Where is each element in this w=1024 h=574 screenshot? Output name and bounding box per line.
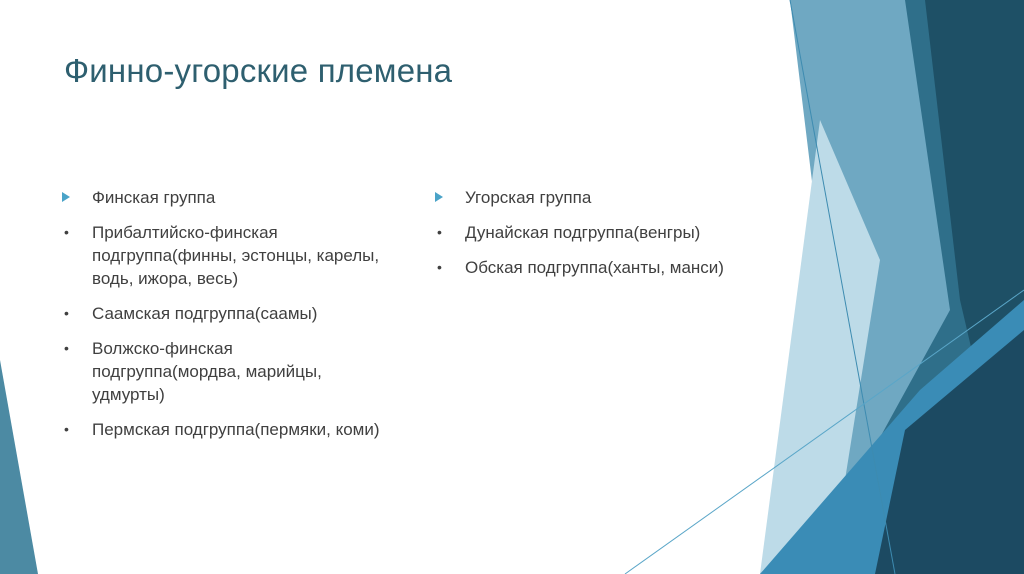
list-item-text: Дунайская подгруппа(венгры) xyxy=(465,223,701,242)
triangle-bullet-icon xyxy=(435,192,443,202)
right-heading-item xyxy=(435,186,775,209)
bullet-dot: • xyxy=(64,224,69,240)
triangle-bullet-icon xyxy=(62,192,70,202)
bullet-dot: • xyxy=(64,421,69,437)
list-item-text: Прибалтийско-финская подгруппа(финны, эстонцы, карелы, водь, ижора, весь) xyxy=(92,223,380,288)
left-column xyxy=(62,186,382,453)
list-item-text: Обская подгруппа(ханты, манси) xyxy=(465,258,724,277)
bullet-dot: • xyxy=(437,224,442,240)
bullet-dot: • xyxy=(64,340,69,356)
list-item xyxy=(435,256,775,279)
list-item xyxy=(62,337,382,406)
list-item-text: Волжско-финская подгруппа(мордва, марийцы, удмурты) xyxy=(92,339,322,404)
list-item xyxy=(62,302,382,325)
list-item xyxy=(62,221,382,290)
left-edge-strip xyxy=(0,360,38,574)
left-heading: Финская группа xyxy=(92,188,216,207)
list-item xyxy=(435,221,775,244)
bullet-dot: • xyxy=(437,259,442,275)
left-heading-item xyxy=(62,186,382,209)
list-item xyxy=(62,418,382,441)
right-column xyxy=(435,186,775,291)
list-item-text: Саамская подгруппа(саамы) xyxy=(92,304,318,323)
right-heading: Угорская группа xyxy=(465,188,592,207)
list-item-text: Пермская подгруппа(пермяки, коми) xyxy=(92,420,380,439)
bullet-dot: • xyxy=(64,305,69,321)
slide-title: Финно-угорские племена xyxy=(64,52,453,89)
